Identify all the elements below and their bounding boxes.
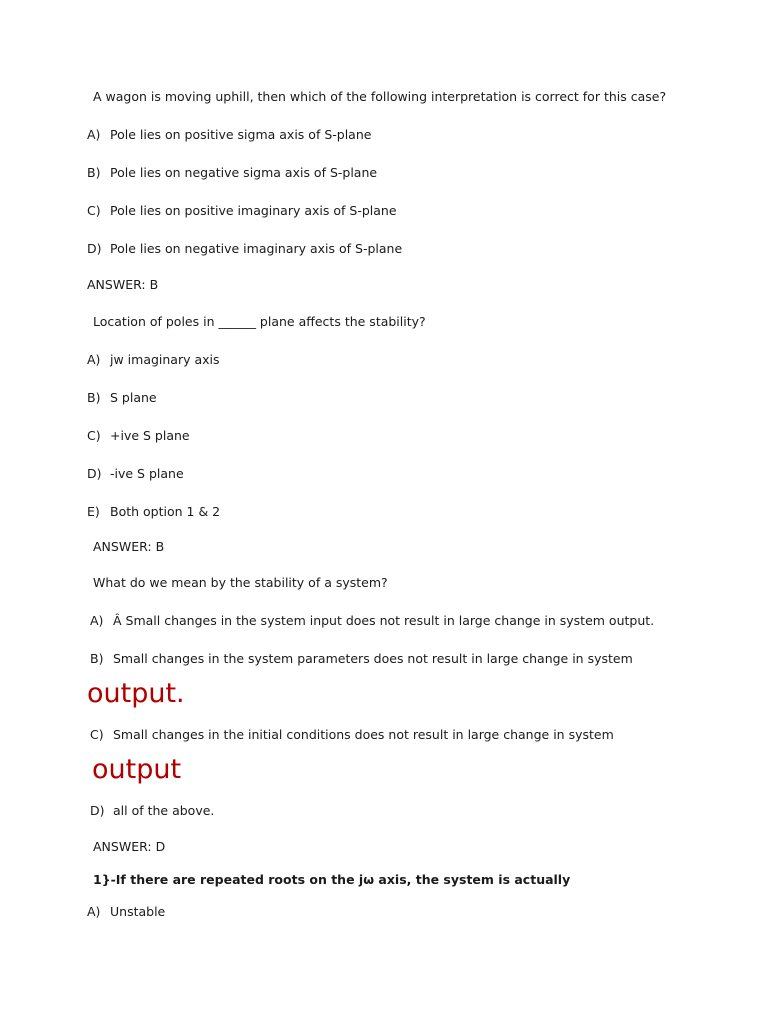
- q3-option-d: D) all of the above.: [90, 803, 215, 818]
- question-1: A wagon is moving uphill, then which of the following interpretation is correct for this case?: [93, 89, 667, 104]
- q2-option-c: C) +ive S plane: [87, 428, 190, 443]
- q2-option-e: E) Both option 1 & 2: [87, 504, 221, 519]
- q1-option-c: C) Pole lies on positive imaginary axis of S-plane: [87, 203, 397, 218]
- q3-option-c: C) Small changes in the initial conditions does not result in large change in system: [90, 727, 614, 742]
- q2-option-a: A) jw imaginary axis: [87, 352, 220, 367]
- q3-option-a: A) Â Small changes in the system input does not result in large change in system output.: [90, 613, 655, 628]
- q1-option-b: B) Pole lies on negative sigma axis of S-plane: [87, 165, 378, 180]
- q3-option-b: B) Small changes in the system parameters does not result in large change in system: [90, 651, 633, 666]
- q3-option-b-overflow: output.: [87, 678, 185, 709]
- question-3: What do we mean by the stability of a system?: [93, 575, 388, 590]
- q1-option-a: A) Pole lies on positive sigma axis of S-plane: [87, 127, 372, 142]
- q2-option-b: B) S plane: [87, 390, 157, 405]
- question-2: Location of poles in ______ plane affects the stability?: [93, 314, 426, 329]
- q1-option-d: D) Pole lies on negative imaginary axis of S-plane: [87, 241, 403, 256]
- q2-option-d: D) -ive S plane: [87, 466, 184, 481]
- q3-answer: ANSWER: D: [93, 839, 166, 854]
- q1-answer: ANSWER: B: [87, 277, 159, 292]
- question-4: 1}-If there are repeated roots on the jω axis, the system is actually: [93, 872, 571, 887]
- q4-option-a: A) Unstable: [87, 904, 166, 919]
- q2-answer: ANSWER: B: [93, 539, 165, 554]
- q3-option-c-overflow: output: [92, 754, 182, 785]
